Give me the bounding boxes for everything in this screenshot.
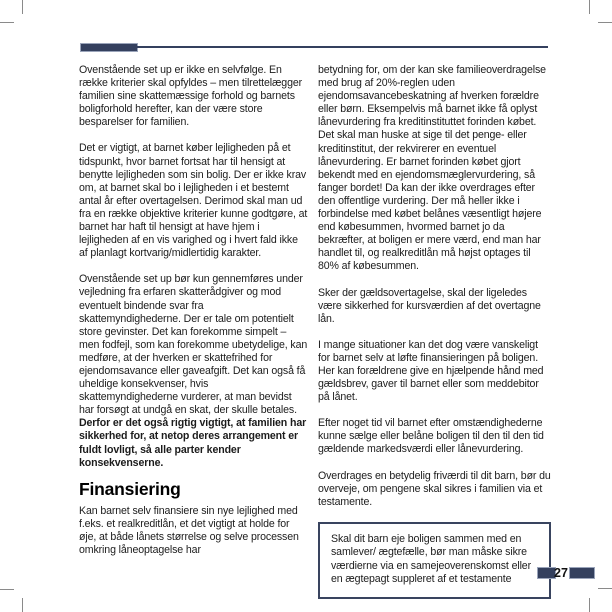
section-heading-finansiering: Finansiering bbox=[79, 478, 181, 499]
page-number-bar-right bbox=[569, 567, 595, 579]
paragraph: Kan barnet selv finansiere sin nye lejlighed med f.eks. et realkreditlån, et det vigtigt at holde for øje, at både lånets størrelse og selve processen omkring låneoptagelse har bbox=[79, 504, 299, 557]
crop-mark-bottom-left-vertical bbox=[22, 598, 23, 612]
crop-mark-bottom-right-vertical bbox=[589, 598, 590, 612]
paragraph: Ovenstående set up er ikke en selvfølge. En række kriterier skal opfyldes – men tilrettelægger familien sine skattemæssige forhold og barnets boligforhold herefter, kan der være store besparelser for familien. bbox=[79, 64, 303, 129]
page-number: 27 bbox=[554, 566, 568, 580]
header-rule-thick-segment bbox=[80, 43, 138, 52]
header-rule-thin-line bbox=[137, 46, 548, 48]
crop-mark-bottom-left-horizontal bbox=[0, 589, 14, 590]
paragraph-bold-text: Derfor er det også rigtig vigtigt, at familien har sikkerhed for, at netop deres arrangement er fuldt lovligt, så alle parter kender konsekvenserne. bbox=[79, 417, 307, 469]
left-column bbox=[79, 64, 308, 570]
paragraph: Det er vigtigt, at barnet køber lejligheden på et tidspunkt, hvor barnet fortsat har til hensigt at benytte lejligheden som sin bolig. Der er ikke krav om, at barnet skal bo i lejligheden i et bestemt antal år efter overtagelsen. Derimod skal man ud fra en række objektive kriterier kunne godtgøre, at barnet har haft til hensigt at have hjem i lejligheden af en vis varighed og i hvert fald ikke af planlagt kortvarig/midlertidig karakter. bbox=[79, 142, 308, 260]
crop-mark-bottom-right-horizontal bbox=[598, 588, 612, 589]
callout-box: Skal dit barn eje boligen sammen med en samlever/ ægtefælle, bør man måske sikre værdierne via en samejeoverenskomst eller en ægtepagt suppleret af et testamente bbox=[318, 522, 551, 600]
right-column bbox=[318, 64, 551, 599]
crop-mark-top-left-horizontal bbox=[0, 22, 14, 23]
paragraph: I mange situationer kan det dog være vanskeligt for barnet selv at løfte finansieringen på boligen. Her kan forældrene give en hjælpende hånd med gældsbrev, gaver til barnet eller som meddebitor på lånet. bbox=[318, 338, 544, 404]
paragraph: Sker der gældsovertagelse, skal der ligeledes være sikkerhed for kursværdien af det overtagne lån. bbox=[318, 286, 541, 325]
paragraph bbox=[79, 273, 308, 469]
paragraph-text: Ovenstående set up bør kun gennemføres under vejledning fra erfaren skatterådgiver og mod eventuelt bindende svar fra skattemyndighederne. Der er tale om potentielt store gevinster. Det kan forekomme simpelt – men fodfejl, som kan forekomme ubetydelige, kan medføre, at der hverken er skattefrihed for ejendomsavance eller gaveafgift. Det kan også få uheldige konsekvenser, hvis skattemyndighederne vurderer, at man bevidst har forsøgt at undgå en skat, der skulle betales. bbox=[79, 273, 308, 417]
paragraph: betydning for, om der kan ske familieoverdragelse med brug af 20%-reglen uden ejendomsavancebeskatning af hverken forældre eller børn. Eksempelvis må barnet ikke få oplyst lånevurdering fra kreditinstituttet forinden købet. Det skal man huske at sige til det penge- eller kreditinstitut, der rekvirerer en eventuel lånevurdering. Er barnet forinden købet gjort bekendt med en ejendomsmæglervurdering, så fanger bordet! Da kan der ikke overdrages efter den offentlige vurdering. Der må heller ikke i forbindelse med købet belånes væsentligt højere end købesummen, hvormed barnet jo da bekræfter, at boligen er mere værd, end man har handlet til, og realkreditlån må højst optages til 80% af købesummen. bbox=[318, 64, 546, 273]
page-number-footer bbox=[537, 567, 595, 579]
paragraph: Overdrages en betydelig friværdi til dit barn, bør du overveje, om pengene skal sikres i familien via et testamente. bbox=[318, 469, 551, 508]
crop-mark-top-right-vertical bbox=[589, 0, 590, 14]
crop-mark-top-left-vertical bbox=[22, 0, 23, 14]
paragraph: Efter noget tid vil barnet efter omstændighederne kunne sælge eller belåne boligen til den til den tid gældende markedsværdi eller lånevurdering. bbox=[318, 417, 544, 456]
crop-mark-top-right-horizontal bbox=[598, 22, 612, 23]
